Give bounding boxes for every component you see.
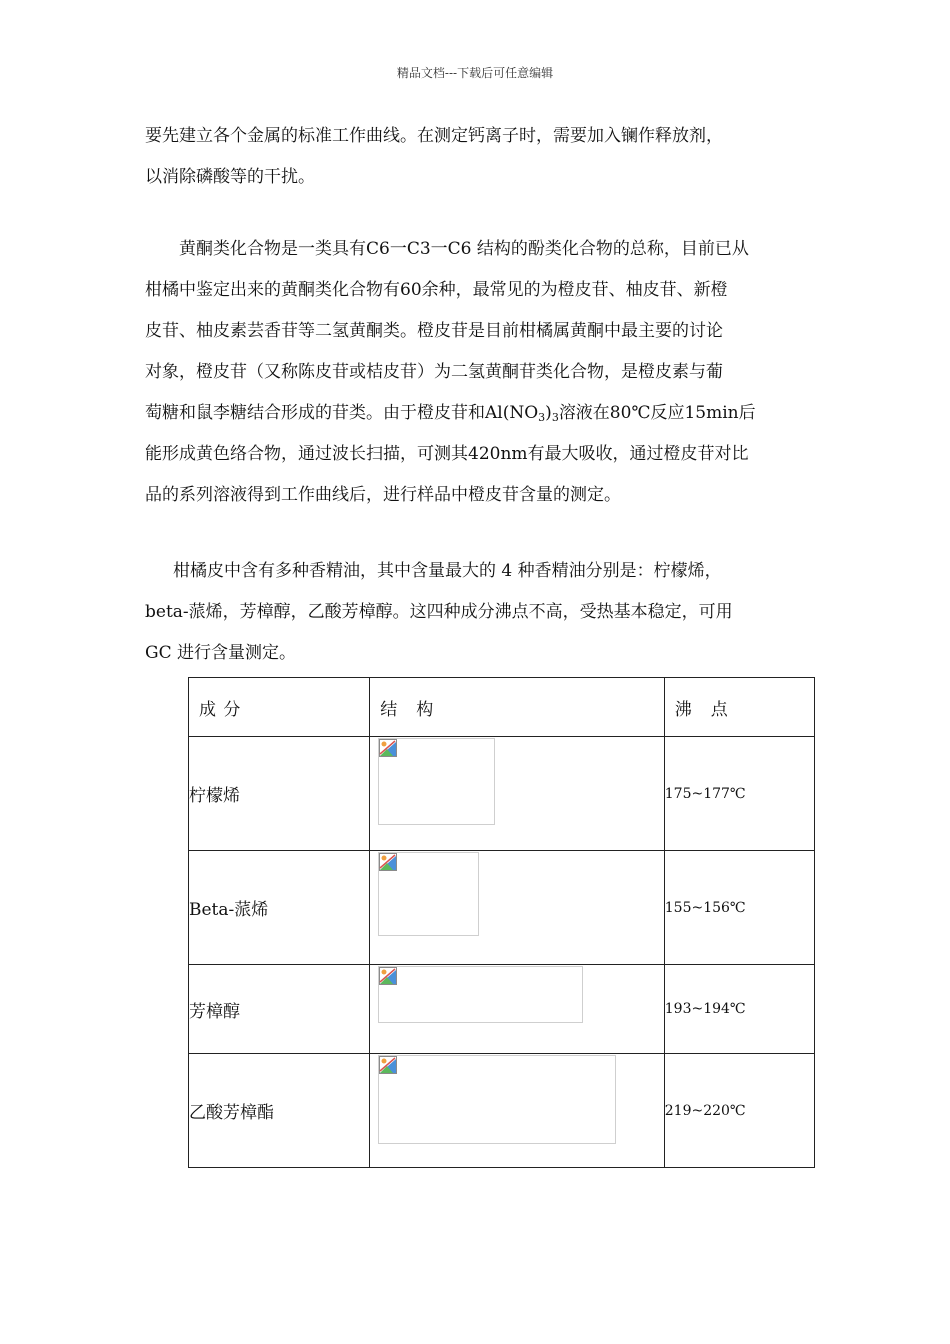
paragraph-line: 柑橘皮中含有多种香精油，其中含量最大的 4 种香精油分别是：柠檬烯， xyxy=(173,561,722,581)
paragraph-line: 柑橘中鉴定出来的黄酮类化合物有60余种，最常见的为橙皮苷、柚皮苷、新橙 xyxy=(145,280,728,300)
paragraph-line: GC 进行含量测定。 xyxy=(145,643,296,663)
structure-image xyxy=(378,738,495,825)
paragraph-line: 以消除磷酸等的干扰。 xyxy=(145,167,315,187)
paragraph-line xyxy=(145,393,817,434)
header-structure xyxy=(370,678,664,737)
structure-cell xyxy=(370,737,664,851)
paragraph-line: 黄酮类化合物是一类具有C6一C3一C6 结构的酚类化合物的总称，目前已从 xyxy=(179,239,749,259)
header-label: 成 分 xyxy=(199,699,242,720)
boiling-point: 193~194℃ xyxy=(664,965,814,1054)
paragraph-line: 要先建立各个金属的标准工作曲线。在测定钙离子时，需要加入镧作释放剂， xyxy=(145,126,723,146)
broken-image-icon xyxy=(379,739,397,757)
essential-oil-table xyxy=(188,677,815,1168)
compound-name: 芳樟醇 xyxy=(189,965,370,1054)
broken-image-icon xyxy=(379,853,397,871)
paragraph-line: 皮苷、柚皮素芸香苷等二氢黄酮类。橙皮苷是目前柑橘属黄酮中最主要的讨论 xyxy=(145,321,723,341)
structure-cell xyxy=(370,1054,664,1168)
broken-image-icon xyxy=(379,1056,397,1074)
paragraph-line: 能形成黄色络合物，通过波长扫描，可测其420nm有最大吸收，通过橙皮苷对比 xyxy=(145,444,749,464)
subscript: 3 xyxy=(538,411,546,424)
paragraph-line: beta-蒎烯，芳樟醇，乙酸芳樟醇。这四种成分沸点不高，受热基本稳定，可用 xyxy=(145,602,733,622)
structure-image xyxy=(378,1055,616,1144)
page-header: 精品文档---下载后可任意编辑 xyxy=(396,66,554,80)
text-fragment: ) xyxy=(545,403,552,423)
header-boiling-point xyxy=(664,678,814,737)
compound-name: 乙酸芳樟酯 xyxy=(189,1054,370,1168)
broken-image-icon xyxy=(379,967,397,985)
structure-cell xyxy=(370,965,664,1054)
subscript: 3 xyxy=(551,411,559,424)
header-label: 沸 点 xyxy=(674,699,729,720)
boiling-point: 175~177℃ xyxy=(664,737,814,851)
compound-name: 柠檬烯 xyxy=(189,737,370,851)
paragraph-line: 品的系列溶液得到工作曲线后，进行样品中橙皮苷含量的测定。 xyxy=(145,485,621,505)
boiling-point: 155~156℃ xyxy=(664,851,814,965)
text-fragment: 萄糖和鼠李糖结合形成的苷类。由于橙皮苷和Al(NO xyxy=(145,403,539,423)
paragraph-flavonoids xyxy=(145,229,817,516)
structure-cell xyxy=(370,851,664,965)
text-fragment: 溶液在80℃反应15min后 xyxy=(558,403,756,423)
table-row xyxy=(189,737,815,851)
table-row xyxy=(189,965,815,1054)
paragraph-line: 对象，橙皮苷（又称陈皮苷或桔皮苷）为二氢黄酮苷类化合物，是橙皮素与葡 xyxy=(145,362,723,382)
paragraph-calcium-interference xyxy=(145,116,817,198)
structure-image xyxy=(378,966,583,1023)
structure-image xyxy=(378,852,479,936)
header-label: 结 构 xyxy=(380,699,435,720)
table-header-row xyxy=(189,678,815,737)
boiling-point: 219~220℃ xyxy=(664,1054,814,1168)
table-row xyxy=(189,851,815,965)
compound-name: Beta-蒎烯 xyxy=(189,851,370,965)
paragraph-essential-oils xyxy=(145,551,817,674)
header-component xyxy=(189,678,370,737)
table-row xyxy=(189,1054,815,1168)
